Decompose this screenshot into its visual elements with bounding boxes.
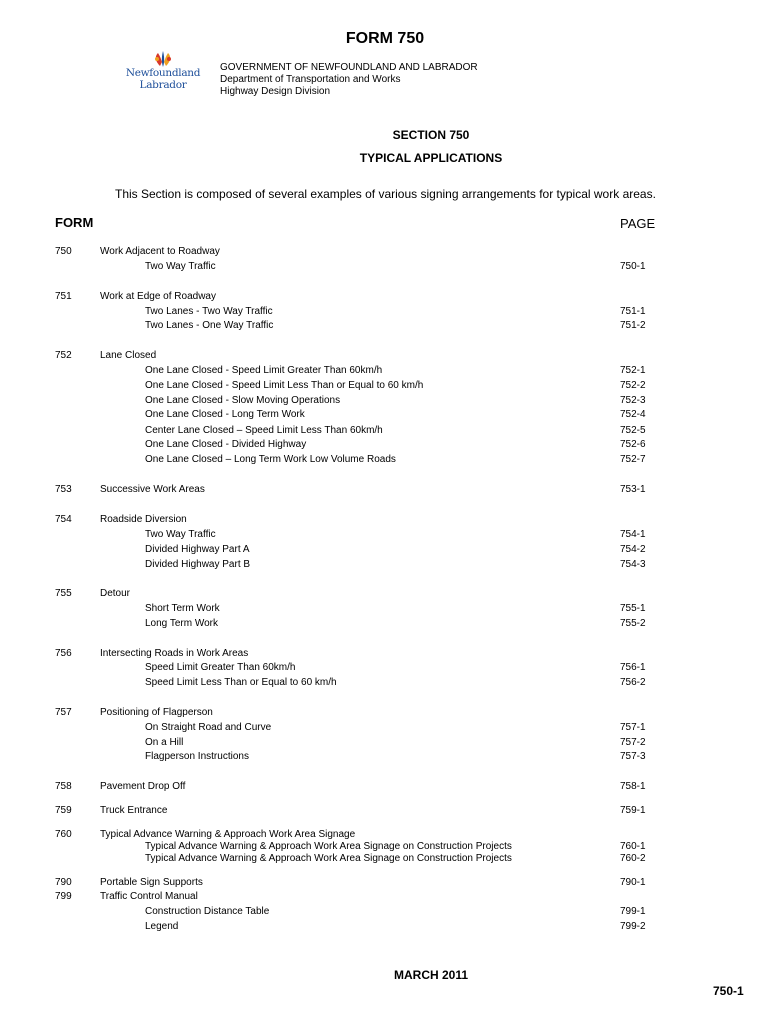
- form-number: 755: [55, 588, 72, 599]
- entry-heading: Lane Closed: [100, 350, 157, 361]
- entry-page-number: 752-5: [620, 425, 646, 436]
- division-name: Highway Design Division: [220, 86, 331, 97]
- form-number: 758: [55, 781, 72, 792]
- entry-page-number: 754-1: [620, 529, 646, 540]
- entry-subitem: Long Term Work: [145, 618, 218, 629]
- entry-heading: Traffic Control Manual: [100, 891, 198, 902]
- intro-text: This Section is composed of several examples of various signing arrangements for typical work areas.: [115, 187, 656, 201]
- entry-subitem: One Lane Closed - Speed Limit Greater Than 60km/h: [145, 365, 383, 376]
- entry-subitem: Short Term Work: [145, 603, 220, 614]
- entry-page-number: 754-3: [620, 559, 646, 570]
- entry-page-number: 757-1: [620, 722, 646, 733]
- form-number: 757: [55, 707, 72, 718]
- entry-heading: Intersecting Roads in Work Areas: [100, 648, 249, 659]
- entry-subitem: Two Way Traffic: [145, 529, 216, 540]
- entry-heading: Pavement Drop Off: [100, 781, 186, 792]
- department-name: Department of Transportation and Works: [220, 74, 401, 85]
- entry-heading: Positioning of Flagperson: [100, 707, 213, 718]
- entry-heading: Typical Advance Warning & Approach Work Area Signage: [100, 829, 356, 840]
- form-number: 790: [55, 877, 72, 888]
- entry-page-number: 760-1: [620, 841, 646, 852]
- entry-subitem: One Lane Closed - Speed Limit Less Than or Equal to 60 km/h: [145, 380, 424, 391]
- entry-page-number: 752-1: [620, 365, 646, 376]
- entry-page-number: 790-1: [620, 877, 646, 888]
- page-column-header: PAGE: [620, 216, 656, 231]
- entry-page-number: 799-2: [620, 921, 646, 932]
- entry-page-number: 750-1: [620, 261, 646, 272]
- form-title: FORM 750: [345, 30, 425, 47]
- entry-page-number: 752-2: [620, 380, 646, 391]
- entry-page-number: 799-1: [620, 906, 646, 917]
- entry-page-number: 756-1: [620, 662, 646, 673]
- entry-page-number: 755-2: [620, 618, 646, 629]
- entry-heading: Truck Entrance: [100, 805, 168, 816]
- form-number: 759: [55, 805, 72, 816]
- entry-page-number: 757-2: [620, 737, 646, 748]
- entry-subitem: Typical Advance Warning & Approach Work Area Signage on Construction Projects: [145, 853, 512, 864]
- entry-page-number: 752-4: [620, 409, 646, 420]
- logo-word-labrador: Labrador: [139, 79, 187, 91]
- entry-page-number: 751-1: [620, 306, 646, 317]
- entry-subitem: Divided Highway Part B: [145, 559, 251, 570]
- form-number: 799: [55, 891, 72, 902]
- entry-page-number: 752-6: [620, 439, 646, 450]
- form-number: 754: [55, 514, 72, 525]
- entry-subitem: On Straight Road and Curve: [145, 722, 272, 733]
- form-number: 750: [55, 246, 72, 257]
- section-name: TYPICAL APPLICATIONS: [359, 151, 503, 165]
- entry-subitem: One Lane Closed - Slow Moving Operations: [145, 395, 341, 406]
- entry-page-number: 758-1: [620, 781, 646, 792]
- pitcher-plant-icon: [120, 50, 206, 68]
- government-block: [220, 62, 478, 98]
- footer-date: MARCH 2011: [393, 968, 469, 982]
- entry-page-number: 756-2: [620, 677, 646, 688]
- footer-page-number: 750-1: [713, 984, 744, 998]
- entry-subitem: Flagperson Instructions: [145, 751, 249, 762]
- entry-page-number: 755-1: [620, 603, 646, 614]
- form-number: 756: [55, 648, 72, 659]
- entry-subitem: Two Lanes - One Way Traffic: [145, 320, 274, 331]
- form-number: 753: [55, 484, 72, 495]
- entry-page-number: 760-2: [620, 853, 646, 864]
- form-number: 752: [55, 350, 72, 361]
- entry-subitem: Divided Highway Part A: [145, 544, 250, 555]
- entry-subitem: Two Lanes - Two Way Traffic: [145, 306, 273, 317]
- government-name: GOVERNMENT OF NEWFOUNDLAND AND LABRADOR: [220, 62, 478, 73]
- entry-page-number: 752-3: [620, 395, 646, 406]
- entry-subitem: One Lane Closed - Long Term Work: [145, 409, 305, 420]
- entry-subitem: Two Way Traffic: [145, 261, 216, 272]
- entry-page-number: 754-2: [620, 544, 646, 555]
- entry-page-number: 751-2: [620, 320, 646, 331]
- entry-heading: Portable Sign Supports: [100, 877, 203, 888]
- entry-subitem: On a Hill: [145, 737, 184, 748]
- entry-subitem: One Lane Closed - Divided Highway: [145, 439, 307, 450]
- entry-page-number: 757-3: [620, 751, 646, 762]
- entry-subitem: Typical Advance Warning & Approach Work Area Signage on Construction Projects: [145, 841, 512, 852]
- form-number: 751: [55, 291, 72, 302]
- section-number: SECTION 750: [392, 128, 470, 142]
- entry-heading: Successive Work Areas: [100, 484, 205, 495]
- entry-page-number: 752-7: [620, 454, 646, 465]
- entry-heading: Work Adjacent to Roadway: [100, 246, 220, 257]
- logo-word-newfoundland: Newfoundland: [125, 67, 201, 79]
- newfoundland-labrador-logo: [120, 50, 206, 94]
- entry-page-number: 759-1: [620, 805, 646, 816]
- entry-subitem: Legend: [145, 921, 179, 932]
- form-column-header: FORM: [55, 215, 94, 230]
- form-number: 760: [55, 829, 72, 840]
- entry-subitem: Speed Limit Less Than or Equal to 60 km/h: [145, 677, 337, 688]
- entry-heading: Work at Edge of Roadway: [100, 291, 216, 302]
- entry-heading: Roadside Diversion: [100, 514, 187, 525]
- entry-subitem: Speed Limit Greater Than 60km/h: [145, 662, 296, 673]
- entry-subitem: One Lane Closed – Long Term Work Low Volume Roads: [145, 454, 396, 465]
- entry-subitem: Center Lane Closed – Speed Limit Less Than 60km/h: [145, 425, 383, 436]
- entry-subitem: Construction Distance Table: [145, 906, 270, 917]
- entry-heading: Detour: [100, 588, 131, 599]
- entry-page-number: 753-1: [620, 484, 646, 495]
